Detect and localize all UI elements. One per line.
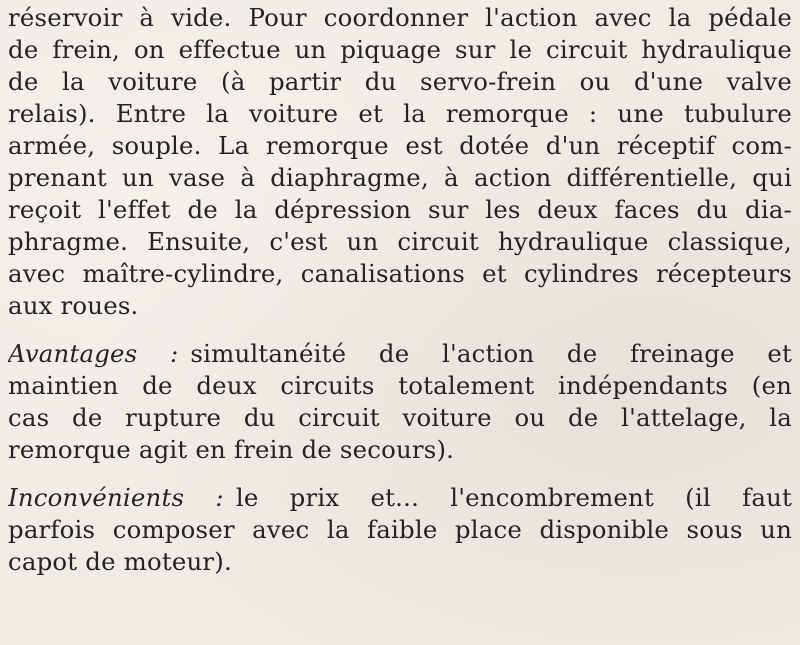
text-line: de frein, on effectue un piquage sur le circuit hydraulique	[8, 35, 792, 64]
disadvantages-text: le prix et... l'encombrement (il faut	[235, 483, 792, 512]
text-line: remorque agit en frein de secours).	[8, 435, 455, 464]
text-line: avec maître-cylindre, canalisations et cylindres récepteurs	[8, 259, 792, 288]
paragraph-spacer	[8, 322, 792, 338]
text-line: aux roues.	[8, 291, 139, 320]
disadvantages-label: Inconvénients :	[8, 483, 224, 512]
text-line: armée, souple. La remorque est dotée d'un réceptif com-	[8, 131, 792, 160]
text-line: prenant un vase à diaphragme, à action différentielle, qui	[8, 163, 792, 192]
text-line: de la voiture (à partir du servo-frein ou d'une valve	[8, 67, 792, 96]
document-text	[8, 2, 792, 578]
advantages-text: simultanéité de l'action de freinage et	[190, 339, 792, 368]
text-line	[8, 338, 792, 370]
text-line: reçoit l'effet de la dépression sur les deux faces du dia-	[8, 195, 792, 224]
text-line: cas de rupture du circuit voiture ou de l'attelage, la	[8, 403, 792, 432]
text-line	[8, 482, 792, 514]
text-line: maintien de deux circuits totalement indépendants (en	[8, 371, 792, 400]
text-line: capot de moteur).	[8, 547, 232, 576]
paragraph-disadvantages	[8, 482, 792, 578]
text-line: phragme. Ensuite, c'est un circuit hydraulique classique,	[8, 227, 792, 256]
text-line: parfois composer avec la faible place disponible sous un	[8, 515, 792, 544]
advantages-label: Avantages :	[8, 339, 179, 368]
paragraph-brake-description	[8, 2, 792, 322]
text-line: relais). Entre la voiture et la remorque : une tubulure	[8, 99, 792, 128]
paragraph-advantages	[8, 338, 792, 466]
paragraph-spacer	[8, 466, 792, 482]
text-line: réservoir à vide. Pour coordonner l'action avec la pédale	[8, 3, 792, 32]
